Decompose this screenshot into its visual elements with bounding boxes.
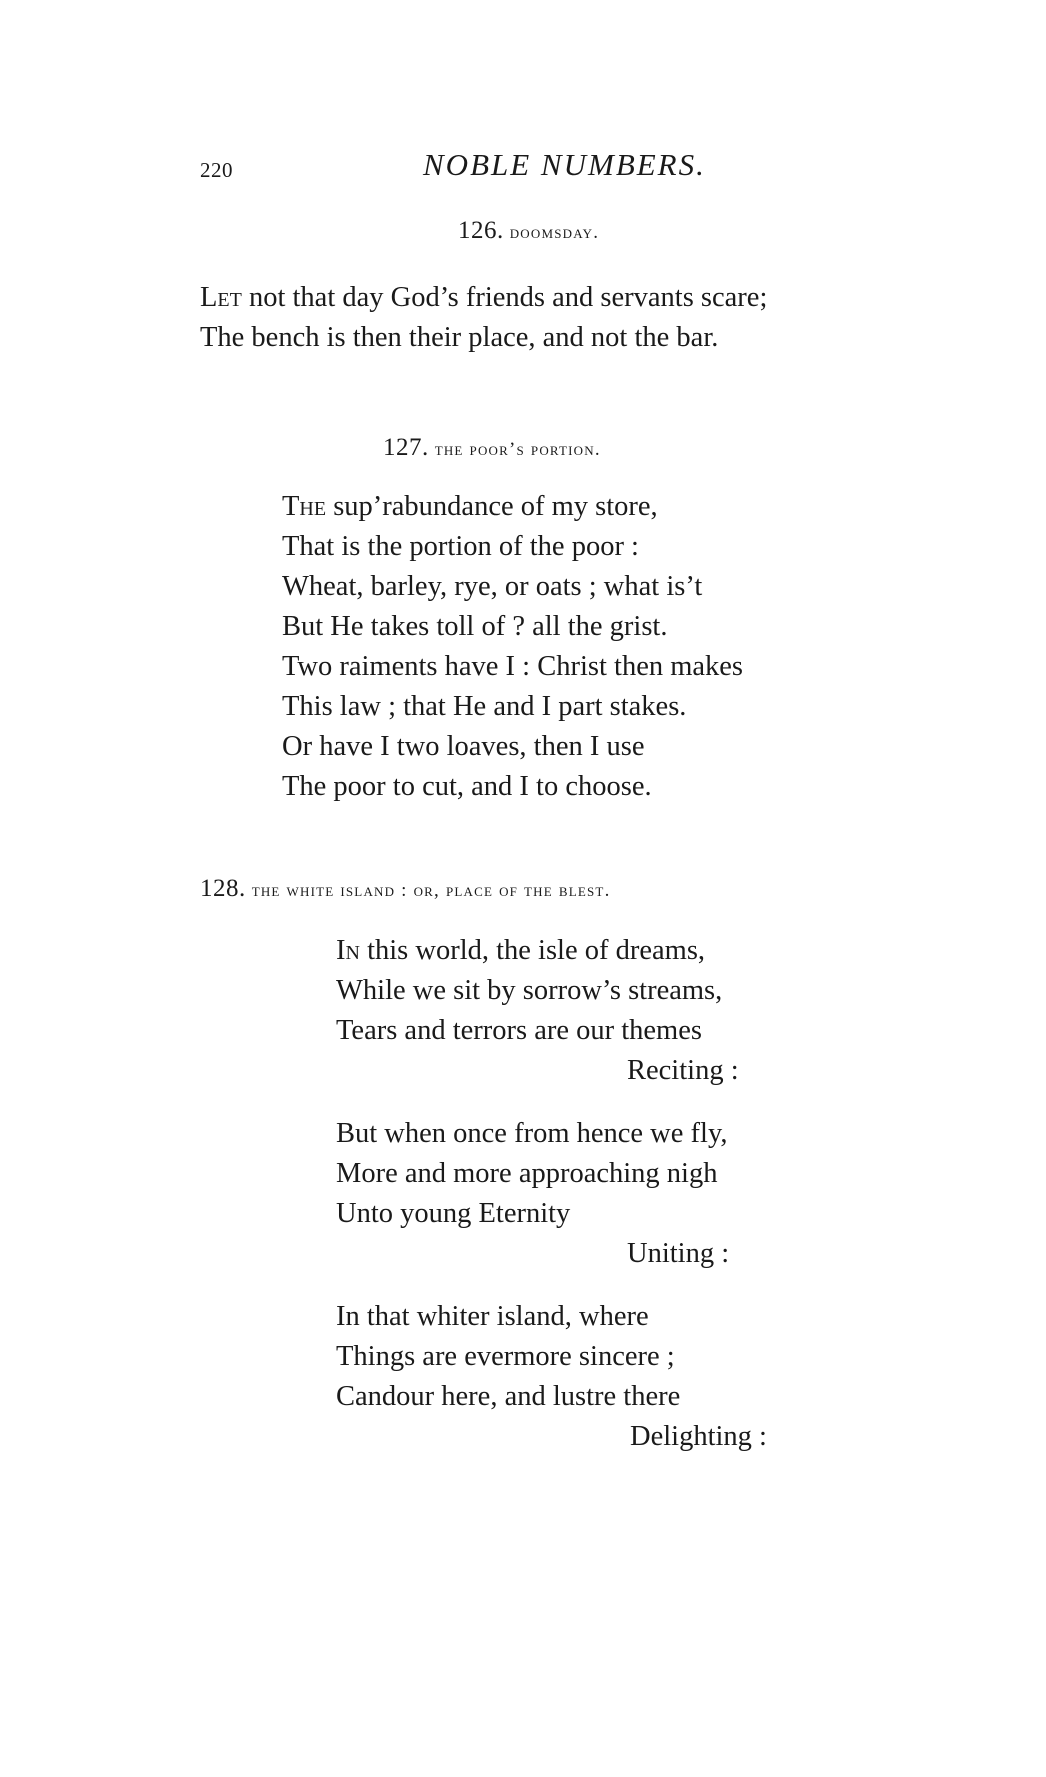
page-number: 220 — [200, 158, 233, 182]
poem-line — [336, 1114, 727, 1154]
line-text: Delighting : — [630, 1421, 767, 1452]
poem-number: 127. — [383, 434, 429, 461]
running-head: NOBLE NUMBERS. — [423, 147, 706, 182]
initial-word: The — [282, 491, 327, 522]
refrain-line — [630, 1417, 767, 1457]
poem-line — [336, 1194, 570, 1234]
line-text: That is the portion of the poor : — [282, 531, 639, 562]
poem-line — [336, 1297, 649, 1337]
poem-title-text: the poor’s portion. — [434, 439, 601, 460]
poem-line — [336, 971, 722, 1011]
line-text: Uniting : — [627, 1238, 730, 1269]
poem-title-text: doomsday. — [509, 222, 600, 243]
line-text: Reciting : — [627, 1055, 739, 1086]
poem-title-127 — [383, 434, 601, 462]
line-text: this world, the isle of dreams, — [359, 935, 706, 966]
poem-line — [282, 647, 743, 687]
poem-line — [282, 687, 686, 727]
poem-line — [336, 1377, 680, 1417]
poem-line — [336, 1011, 702, 1051]
initial-word: Let — [200, 282, 242, 313]
line-text: This law ; that He and I part stakes. — [282, 691, 687, 722]
line-text: sup’rabundance of my store, — [326, 491, 658, 522]
poem-line — [282, 727, 644, 767]
line-text: Wheat, barley, rye, or oats ; what is’t — [282, 571, 703, 602]
line-text: More and more approaching nigh — [336, 1158, 718, 1189]
line-text: Things are evermore sincere ; — [336, 1341, 675, 1372]
poem-line — [200, 318, 718, 358]
line-text: While we sit by sorrow’s streams, — [336, 975, 723, 1006]
poem-line — [282, 527, 639, 567]
line-text: Unto young Eternity — [336, 1198, 571, 1229]
initial-word: In — [336, 935, 360, 966]
poem-number: 126. — [458, 217, 504, 244]
line-text: The bench is then their place, and not the bar. — [200, 322, 719, 353]
line-text: Or have I two loaves, then I use — [282, 731, 645, 762]
poem-title-text: the white island : or, place of the blest. — [251, 880, 611, 901]
poem-line — [336, 1337, 675, 1377]
line-text: not that day God’s friends and servants scare; — [241, 282, 768, 313]
poem-line — [282, 487, 658, 527]
line-text: Candour here, and lustre there — [336, 1381, 681, 1412]
poem-line — [200, 278, 767, 318]
line-text: But when once from hence we fly, — [336, 1118, 728, 1149]
refrain-line — [627, 1051, 739, 1091]
poem-line — [336, 1154, 717, 1194]
poem-title-128 — [200, 875, 611, 903]
line-text: The poor to cut, and I to choose. — [282, 771, 652, 802]
poem-number: 128. — [200, 875, 246, 902]
poem-line — [282, 567, 702, 607]
line-text: Tears and terrors are our themes — [336, 1015, 702, 1046]
poem-title-126 — [458, 217, 599, 245]
line-text: But He takes toll of ? all the grist. — [282, 611, 668, 642]
refrain-line — [627, 1234, 729, 1274]
poem-line — [282, 767, 652, 807]
line-text: Two raiments have I : Christ then makes — [282, 651, 744, 682]
poem-line — [336, 931, 705, 971]
line-text: In that whiter island, where — [336, 1301, 649, 1332]
poem-line — [282, 607, 667, 647]
